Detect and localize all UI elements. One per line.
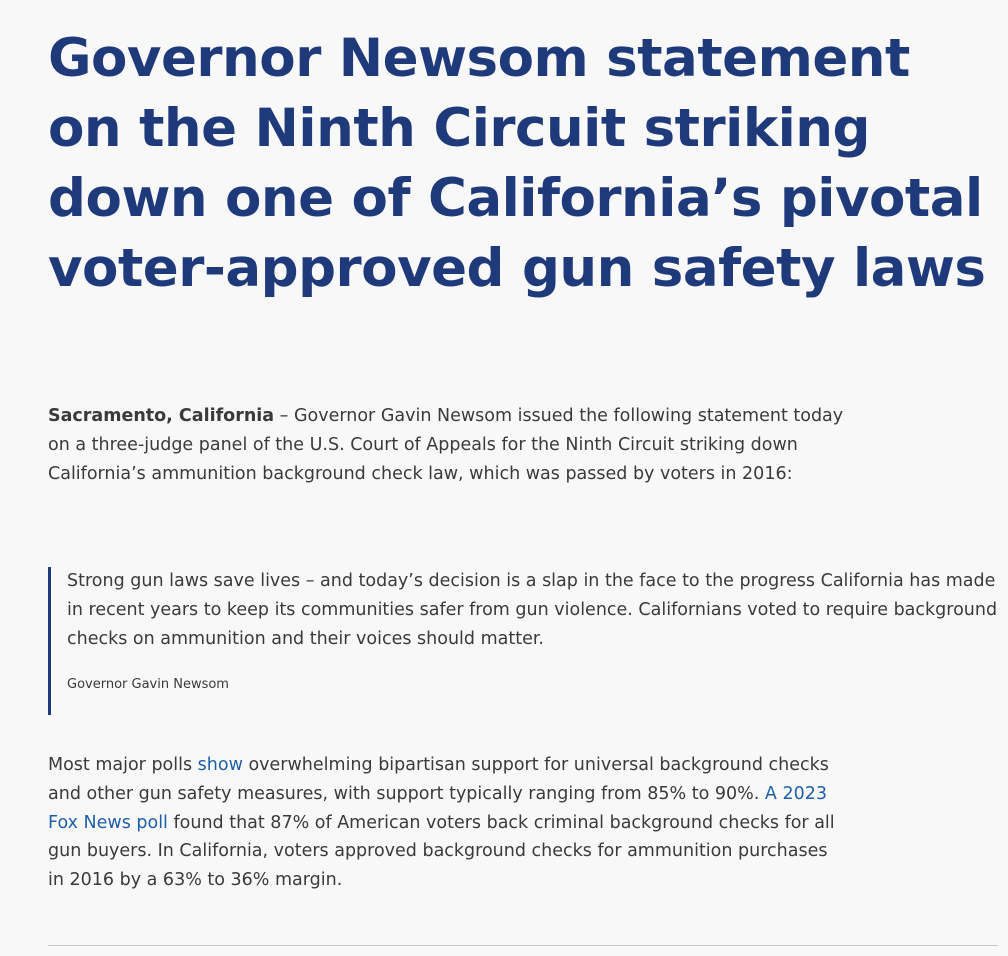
body-text-2: overwhelming bipartisan support for universal background checks and other gun safety measures, with support typically ranging from 85% to 90%.	[48, 755, 829, 804]
body-text-1: Most major polls	[48, 755, 198, 775]
pull-quote	[48, 567, 1003, 715]
body-paragraph	[48, 751, 838, 895]
page-title: Governor Newsom statement on the Ninth Circuit striking down one of California’s pivotal voter-approved gun safety laws	[48, 28, 986, 299]
section-divider	[48, 945, 998, 946]
body-text-3: found that 87% of American voters back criminal background checks for all gun buyers. In California, voters approved background checks for ammunition purchases in 2016 by a 63% to 36% margin.	[48, 812, 835, 891]
dateline: Sacramento, California	[48, 406, 275, 426]
fox-news-poll-link[interactable]: A 2023 Fox News poll	[48, 783, 827, 833]
intro-text: – Governor Gavin Newsom issued the following statement today on a three-judge panel of the U.S. Court of Appeals for the Ninth Circuit striking down California’s ammunition background check law, which was passed by voters in 2016:	[48, 406, 844, 484]
quote-text: Strong gun laws save lives – and today’s decision is a slap in the face to the progress California has made in recent years to keep its communities safer from gun violence. Californians voted to require background checks on ammunition and their voices should matter.	[67, 571, 998, 649]
intro-paragraph	[48, 402, 848, 488]
polls-show-link[interactable]: show	[197, 755, 243, 775]
quote-attribution: Governor Gavin Newsom	[67, 677, 229, 692]
